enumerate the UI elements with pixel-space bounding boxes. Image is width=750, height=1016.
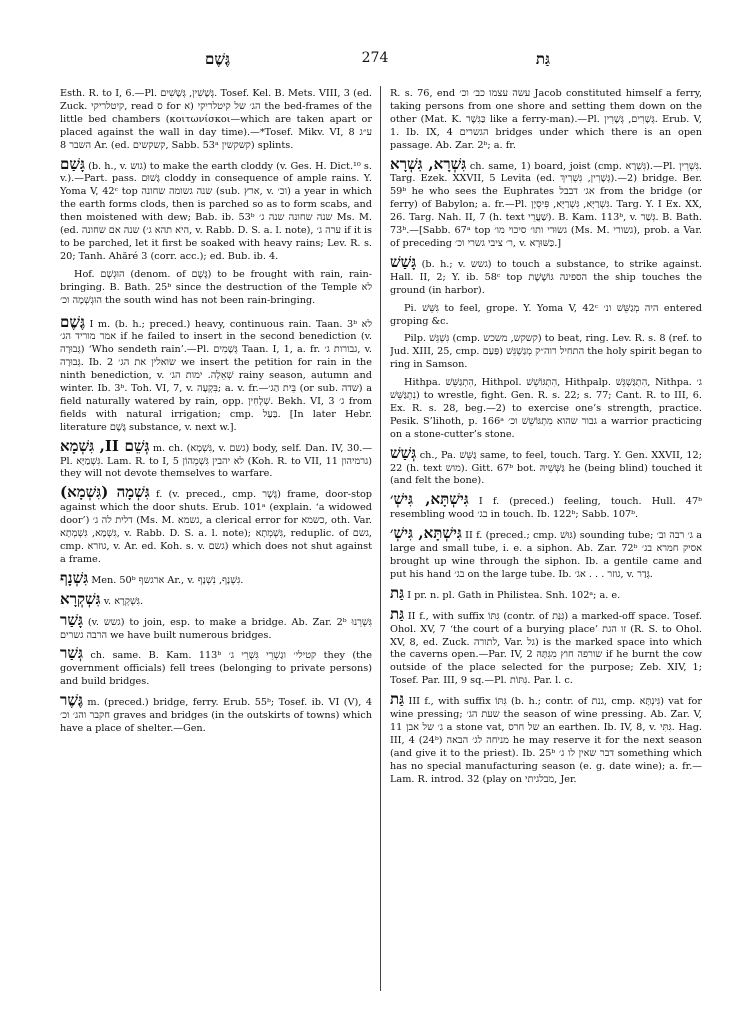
page-number: 274	[361, 50, 389, 66]
entry-headword: גָּשַׁשׁ	[390, 252, 417, 271]
dictionary-entry	[60, 269, 372, 308]
entry-headword: גִּשְׁרָא, גִּשְׁרָא	[390, 154, 467, 173]
entry-text: Pi. גִּשֵּׁשׁ to feel, grope. Y. Yoma V, 42ᶜ היה מְגַשֵּׁשׁ ונ׳ entered groping &c.	[390, 302, 702, 327]
entry-headword: גְּשַׁשׁ	[390, 443, 417, 462]
header-right-word: גַּת	[535, 50, 550, 68]
entry-headword: גִּישְׁתָּא, גִּישְׁ׳	[390, 524, 462, 543]
entry-text: Hof. הוּגְשָׁם (denom. of גֶּשֶׁם) to be frought with rain, rain-bringing. B. Bath. 25ᵇ since the destruction of the Temple לא הוּגְשְׁמָה וכ׳ the south wind has not been rain-bringing.	[60, 268, 372, 306]
entry-text: ch. same, 1) board, joist (cmp. גִּשְׁרָא).—Pl. גִּשְׁרֵין. Targ. Ezek. XXVII, 5 Levita (ed. גְּשָׁרִין, גִּשְׁרִיךְ).—2) bridge. Ber. 59ᵇ he who sees the Euphrates אג׳ דבבל from the bridge (or ferry) of Babylon; a. fr.—Pl. גִּשְׁרַיָּא, גִּשְׁרַיָּא, פִּיסְיָן. Targ. Y. I Ex. XX, 26. Targ. Nah. II, 7 (h. text שַׁעֲרֵי). B. Kam. 113ᵇ, v. גְּשַׁר. B. Bath. 73ᵇ.—[Sabb. 67ᵃ top גשוּרי ותו׳ סיכוי מו׳ (Ms. M. גשורי), prob. a Var. of preceding ר׳ ציבי גשרי וכ׳, v. כַּשּׁוּרָא.]	[390, 160, 702, 249]
entry-headword: גָּשַׁם	[60, 154, 85, 173]
entry-headword: גַּת	[390, 690, 405, 709]
dictionary-entry	[390, 377, 702, 442]
entry-text: I m. (b. h.; preced.) heavy, continuous rain. Taan. 3ᵇ לא אמר מוריד הג׳ if he failed to insert in the second benediction (v. גְּבוּרָה) ‘Who sendeth rain’.—Pl. גְּשָׁמִים Taan. I, 1, a. fr. גבורות ג׳, v. גְּבוּרָה. Ib. 2 שואלין את הג׳ we insert the petition for rain in the ninth benediction, v. שְׁאֵלָה. ימות הג׳ rainy season, autumn and winter. Ib. 3ᵇ. Toh. VI, 7, v. בִּקְעָה; a. v. fr.—בֵּית הַג׳ (or sub. שדה) a field naturally watered by rain, opp. שְׁלָחִין. Bekh. VI, 3 ג׳ from fields with natural irrigation; cmp. בַּעַל. [In later Hebr. literature גֶּשֶׁם substance, v. next w.].	[60, 318, 372, 433]
entry-headword: גֶּשֶׁם	[60, 312, 85, 331]
entry-text: (b. h.; v. גשש) to touch a substance, to strike against. Hall. II, 2; Y. ib. 58ᶜ top הספינה גּוֹשֶׁשֶׁת the ship touches the ground (in harbor).	[390, 258, 702, 296]
dictionary-entry	[390, 333, 702, 372]
entry-text: m. ch. (גִּשְׁמָא, v. גשם) body, self. Dan. IV, 30.—Pl. גִּשְׁמַיָּא. Lam. R. to I, 5 לא יהבין גִּשְׁמְהוֹן (Koh. R. to VII, 11 גרמיהון) they will not devote themselves to warfare.	[60, 442, 372, 480]
dictionary-entry	[390, 690, 702, 786]
entry-text: (b. h., v. גוש) to make the earth cloddy (v. Ges. H. Dict.¹⁰ s. v.).—Part. pass. גָּשׁוּם cloddy in consequence of ample rains. Y. Yoma V, 42ᶜ top שנה גשומה שחונה (sub. ארץ, v. וכ׳) a year in which the earth forms clods, then is parched so as to form scabs, and then moistened with dew; Bab. ib. 53ᵇ שנה שחונה שנה ג׳ Ms. M. (ed. שנה אם שחונה (היא תהא ג׳, v. Rabb. D. S. a. l. note), ערה ג׳ if it is to be parched, let it first be soaked with heavy rains; Lev. R. s. 20; Tanh. Ahăré 3 (corr. acc.); ed. Bub. ib. 4.	[60, 160, 372, 262]
entry-text: II f. (preced.; cmp. גּוּשׁ) sounding tube; ג׳ רבה וב׳ a large and small tube, i. e. a siphon. Ab. Zar. 72ᵇ אסיק חמרא בג׳ brought up wine through the siphon. Ib. a gentile came and put his hand בג׳ on the large tube. Ib. גוזר . . . אג׳, v. גְּדַר.	[390, 530, 702, 580]
entry-headword: גְּשַׁר	[60, 644, 83, 663]
entry-headword: גִּשְׁקְרָא	[60, 589, 101, 608]
column-divider	[380, 86, 381, 991]
entry-text: Esth. R. to I, 6.—Pl. גְּשָׁשִׁין, גְּשָׁשִׁים. Tosef. Kel. B. Mets. VIII, 3 (ed. Zuck. קיטלריקי, read ס for א) הג׳ של קיטלריקי the bed-frames of the little bed chambers (κοιτωνίσκοι—which are taken apart or placed against the wall in day time).—*Tosef. Mikv. VI, 8 ע״ג השבר 8 Ar. (ed. קשקשים, Sabb. 53ᵃ קשקשין) splints.	[60, 88, 372, 151]
dictionary-entry	[390, 303, 702, 329]
left-column	[60, 88, 372, 993]
entry-headword: גֶּשֶׁר	[60, 691, 83, 710]
dictionary-entry	[390, 490, 702, 522]
dictionary-entry	[60, 568, 372, 588]
entry-headword: גַּת	[390, 604, 405, 623]
entry-headword: גַּת	[390, 583, 405, 602]
entry-text: II f., with suffix גִּתּוֹ (contr. of גִּנַּת) a marked-off space. Tosef. Ohol. XV, 7 ‘the court of a burying place’ זו הגת (R. S. to Ohol. XV, 8, ed. Zuck. לתורה, Var. גל) is the marked space into which the caverns open.—Par. IV, 2 שורפה חוץ מִגִּתָּהּ if he burnt the cow outside of the place selected for the purpose; Zeb. XIV, 1; Tosef. Par. III, 9 sq.—Pl. גִּתּוֹת. Par. l. c.	[390, 610, 702, 687]
dictionary-entry	[60, 610, 372, 643]
dictionary-entry	[390, 524, 702, 582]
entry-text: (v. גשש) to join, esp. to make a bridge. Ab. Zar. 2ᵇ גִּשְׁרֵנוּ הרבה גשרים we have built numerous bridges.	[60, 616, 372, 641]
dictionary-entry	[60, 154, 372, 264]
dictionary-entry	[390, 604, 702, 688]
dictionary-entry	[60, 88, 372, 153]
entry-text: Hithpa. הִתְגַּשֵּׁשׁ, Hithpol. הִתְגּוֹשֵׁשׁ, Hithpalp. הִתְגַּשְׁגֵּשׁ, Nithpa. ג׳ נִתְגַּשֵּׁשׁ) to wrestle, fight. Gen. R. s. 22; s. 77; Cant. R. to III, 6. Ex. R. s. 28, beg.—2) to exercise one’s strength, practice. Pesik. S’lihoth, p. 166ᵃ גבור שהוא מִתְגּוֹשֵׁשׁ וכ׳ a warrior practicing on a stone-cutter’s stone.	[390, 377, 702, 440]
dictionary-entry	[390, 583, 702, 603]
dictionary-entry	[60, 589, 372, 609]
dictionary-entry	[60, 691, 372, 736]
entry-text: ch., Pa. גַּשֵּׁשׁ same, to feel, touch. Targ. Y. Gen. XXVII, 12; 22 (h. text מוש). Gitt. 67ᵇ bot. גַּשְּׁשֵׁיהּ he (being blind) touched it (and felt the bone).	[390, 449, 702, 487]
entry-text: I pr. n. pl. Gath in Philistea. Snh. 102ᵃ; a. e.	[407, 589, 621, 601]
right-column	[390, 88, 702, 993]
dictionary-entry	[390, 252, 702, 298]
entry-text: R. s. 76, end עשה עצמו כב׳ וכ׳ Jacob constituted himself a ferry, taking persons from one shore and setting them down on the other (Mat. K. כַּגִּשֶׁר like a ferry-man).—Pl. גְּשָׁרִים, גְּשָׁרִין. Erub. V, 1. Ib. IX, 4 הגשרים bridges under which there is an open passage. Ab. Zar. 2ᵇ; a. fr.	[390, 88, 702, 151]
entry-headword: גְּשֵׁם II, גִּשְׁמָא	[60, 436, 150, 455]
entry-text: m. (preced.) bridge, ferry. Erub. 55ᵇ; Tosef. ib. VI (V), 4 חקבר והג׳ וכ׳ graves and bridges (in the outskirts of towns) which have a place of shelter.—Gen.	[60, 697, 372, 734]
entry-text: v. גִּשְׁקְרָא.	[103, 595, 144, 607]
entry-text: III f., with suffix גִּתּוֹ (b. h.; contr. of גנת, cmp. גִּינְתָּא) vat for wine pressing; שעת הג׳ the season of wine pressing. Ab. Zar. V, 11 ג׳ של אבן a stone vat, של חרס an earthen. Ib. IV, 8, v. גִּתִּי. Hag. III, 4 (24ᵇ) מניחה לג׳ הבאה he may reserve it for the next season (and give it to the priest). Ib. 25ᵇ דבר שאין לו ג׳ something which has no special manufacturing season (e. g. date wine); a. fr.—Lam. R. introd. 32 (play on מבלגיתי, Jer.	[390, 696, 702, 785]
dictionary-entry	[390, 443, 702, 489]
entry-headword: גִּישְׁתָּא, גִּישְׁ׳	[390, 490, 469, 509]
entry-headword: גִּשְׁנָף	[60, 568, 89, 587]
entry-text: f. (v. preced., cmp. גֶּשֶׁר) frame, door-stop against which the door shuts. Erub. 101ᵃ (explain. ‘a widowed door’) דלית לה ג׳ (Ms. M. גשמא, a clerical error for כשמא, oth. Var. גִּשְׁמָא, גִּשְׁמְתָא, v. Rabb. D. S. a. l. note); גִּשְׁמְתָא, reduplic. of גשם, cmp. גוזרא, v. Ar. ed. Koh. s. v. גשם) which does not shut against a frame.	[60, 489, 372, 565]
entry-headword: גָּשַׁר	[60, 610, 83, 629]
dictionary-entry	[60, 312, 372, 435]
page-header	[70, 50, 680, 72]
dictionary-entry	[390, 88, 702, 153]
entry-headword: גִּשְׁמָה (גִּשְׁמָא)	[60, 483, 150, 502]
dictionary-entry	[60, 644, 372, 689]
entry-text: Pilp. גִּשְׁגֵּשׁ (cmp. קשקש, משכש) to beat, ring. Lev. R. s. 8 (ref. to Jud. XIII, 25, cmp. פַּעַם) התחיל רוה״ק מְגַשְׁגֵּשׁ the holy spirit began to ring in Samson.	[390, 333, 702, 371]
entry-text: Men. 50ᵇ ארגשף Ar., v. גִּשְׁנָף, נִשְׁנָף.	[91, 574, 244, 586]
dictionary-entry	[390, 154, 702, 251]
dictionary-entry	[60, 436, 372, 482]
entry-text: I f. (preced.) feeling, touch. Hull. 47ᵇ resembling wood בג׳ in touch. Ib. 122ᵇ; Sabb. 107ᵇ.	[390, 496, 702, 521]
entry-text: ch. same. B. Kam. 113ᵇ קטילי׳ וגַשְׁרֵי גִּשְׁרֵי ג׳ they (the government officials) fell trees (belonging to private persons) and build bridges.	[60, 650, 372, 688]
dictionary-entry	[60, 483, 372, 566]
header-left-word: גֶּשֶׁם	[205, 50, 230, 68]
